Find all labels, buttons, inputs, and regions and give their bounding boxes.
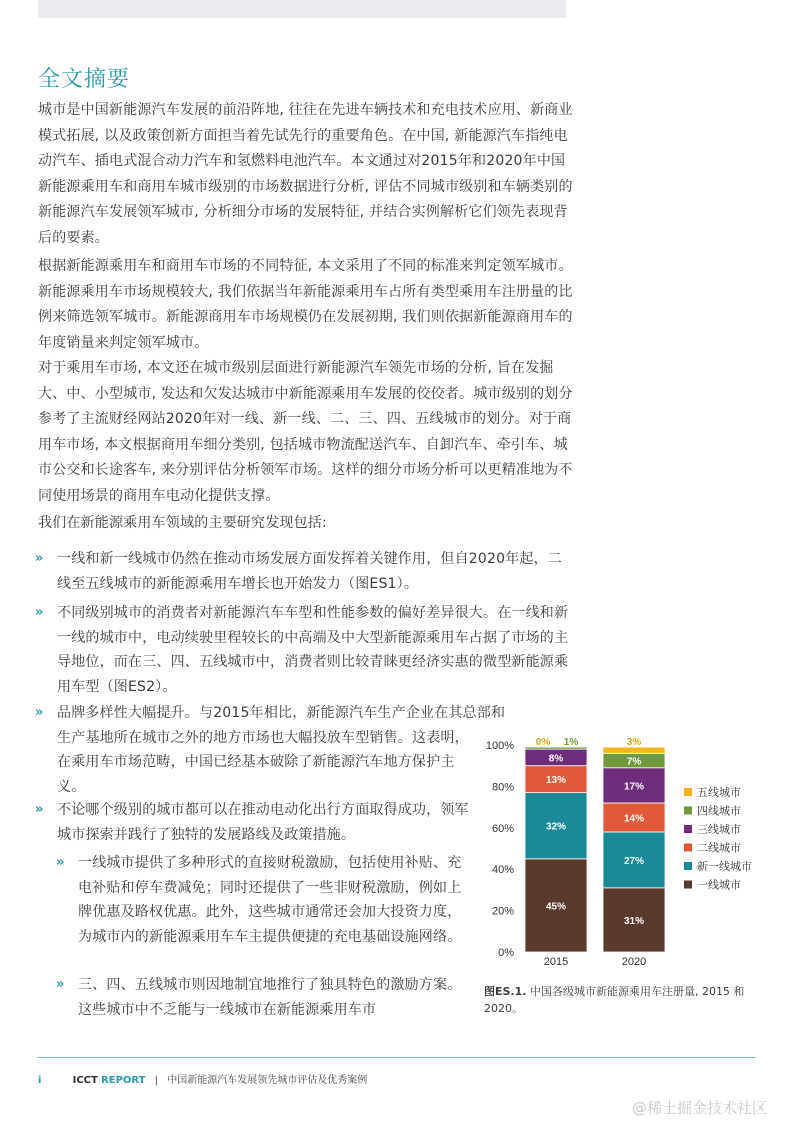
- bullet-marker: »: [56, 855, 65, 870]
- bullet-marker: »: [35, 551, 44, 566]
- watermark: @稀土掘金技术社区: [632, 1099, 768, 1117]
- legend-label: 一线城市: [697, 878, 741, 892]
- data-label: 45%: [545, 901, 567, 913]
- sub-bullet-text: 一线城市提供了多种形式的直接财税激励，包括使用补贴、充电补贴和停车费减免；同时还提供了一些非财税激励，例如上牌优惠及路权优惠。此外，这些城市通常还会加大投资力度，为城市内的新能源乘用车车主提供便捷的充电基础设施网络。: [78, 855, 462, 945]
- data-label: 31%: [623, 915, 645, 927]
- figure-caption-text: 中国各级城市新能源乘用车注册量, 2015 和2020。: [484, 985, 745, 1015]
- legend-swatch: [684, 844, 692, 852]
- y-tick-label: 40%: [491, 864, 514, 877]
- finding-bullet-4: [35, 798, 469, 847]
- data-label: 8%: [548, 753, 564, 765]
- y-tick-label: 80%: [491, 781, 514, 794]
- bullet-marker: »: [35, 605, 44, 620]
- stacked-bar-chart: [478, 730, 778, 975]
- x-tick-label: 2020: [621, 956, 647, 968]
- finding-text: 不论哪个级别的城市都可以在推动电动化出行方面取得成功，领军城市探索并践行了独特的发展路线及政策措施。: [57, 802, 469, 843]
- section-heading: 全文摘要: [38, 67, 131, 92]
- legend-swatch: [684, 881, 692, 889]
- finding-text: 不同级别城市的消费者对新能源汽车车型和性能参数的偏好差异很大。在一线和新一线的城市中，电动续驶里程较长的中高端及中大型新能源乘用车占据了市场的主导地位，而在三、四、五线城市中，消费者则比较青睐更经济实惠的微型新能源乘用车型（图ES2）。: [57, 605, 569, 695]
- finding-text: 一线和新一线城市仍然在推动市场发展方面发挥着关键作用，但自2020年起，二线至五线城市的新能源乘用车增长也开始发力（图ES1）。: [57, 551, 563, 592]
- legend-label: 三线城市: [697, 823, 741, 836]
- data-label: 0%: [535, 737, 551, 748]
- chart-es1: [478, 730, 778, 975]
- footer-rule: [38, 1057, 755, 1058]
- figure-caption: [484, 983, 754, 1017]
- bullet-marker: »: [35, 705, 44, 720]
- paragraph-criteria: 根据新能源乘用车和商用车市场的不同特征, 本文采用了不同的标准来判定领军城市。新能源乘用车市场规模较大, 我们依据当年新能源乘用车占所有类型乘用车注册量的比例来筛选领军城市。新能源商用车市场规模仍在发展初期, 我们则依据新能源商用车的年度销量来判定领军城市。: [38, 258, 573, 351]
- data-label: 27%: [623, 855, 645, 867]
- data-label: 17%: [623, 781, 645, 793]
- data-label: 13%: [545, 775, 567, 787]
- data-label: 14%: [623, 813, 645, 825]
- legend-label: 五线城市: [697, 786, 741, 799]
- bar-segment: [603, 747, 665, 753]
- header-bar: [38, 0, 566, 18]
- sub-bullet-2: [56, 973, 470, 1022]
- legend-swatch: [684, 788, 692, 796]
- legend-swatch: [684, 862, 692, 870]
- finding-bullet-2: [35, 601, 571, 699]
- legend-label: 新一线城市: [697, 860, 752, 873]
- y-tick-label: 0%: [498, 947, 514, 959]
- footer-brand: ICCT: [72, 1075, 98, 1086]
- bullet-marker: »: [35, 802, 44, 817]
- data-label: 32%: [545, 821, 567, 833]
- sub-bullet-text: 三、四、五线城市则因地制宜地推行了独具特色的激励方案。这些城市中不乏能与一线城市在新能源乘用车市: [78, 977, 462, 1018]
- finding-bullet-1: [35, 547, 571, 596]
- footer-title: 中国新能源汽车发展领先城市评估及优秀案例: [167, 1075, 368, 1086]
- data-label: 7%: [626, 756, 642, 768]
- footer-brand-report: REPORT: [101, 1075, 146, 1086]
- legend-swatch: [684, 825, 692, 833]
- sub-bullet-1: [56, 851, 470, 949]
- x-tick-label: 2015: [543, 956, 569, 968]
- page-footer: [38, 1071, 367, 1086]
- legend-swatch: [684, 807, 692, 815]
- finding-text-rest: 生产基地所在城市之外的地方市场也大幅投放车型销售。这表明，在乘用车市场范畴，中国已经基本破除了新能源汽车地方保护主义。: [57, 729, 469, 795]
- paragraph-findings-intro: 我们在新能源乘用车领域的主要研究发现包括:: [38, 515, 327, 531]
- legend-label: 二线城市: [697, 841, 741, 855]
- legend-label: 四线城市: [697, 804, 741, 818]
- figure-label: 图ES.1.: [484, 985, 527, 998]
- paragraph-intro: 城市是中国新能源汽车发展的前沿阵地, 往往在先进车辆技术和充电技术应用、新商业模式拓展, 以及政策创新方面担当着先试先行的重要角色。在中国, 新能源汽车指纯电动汽车、插电式混合动力汽车和氢燃料电池汽车。本文通过对2015年和2020年中国新能源乘用车和商用车城市级别的市场数据进行分析, 评估不同城市级别和车辆类别的新能源汽车发展领军城市, 分析细分市场的发展特征, 并结合实例解析它们领先表现背后的要素。: [38, 102, 573, 246]
- page-number: i: [38, 1075, 42, 1086]
- bullet-marker: »: [56, 977, 65, 992]
- paragraph-city-tiers: 对于乘用车市场, 本文还在城市级别层面进行新能源汽车领先市场的分析, 旨在发掘大、中、小型城市, 发达和欠发达城市中新能源乘用车发展的佼佼者。城市级别的划分参考了主流财经网站2020年对一线、新一线、二、三、四、五线城市的划分。对于商用车市场, 本文根据商用车细分类别, 包括城市物流配送汽车、自卸汽车、牵引车、城市公交和长途客车, 来分别评估分析领军市场。这样的细分市场分析可以更精准地为不同使用场景的商用车电动化提供支撑。: [38, 360, 573, 504]
- finding-text-line1: 品牌多样性大幅提升。与2015年相比，新能源汽车生产企业在其总部和: [57, 705, 506, 721]
- y-tick-label: 20%: [491, 905, 514, 918]
- data-label: 1%: [563, 737, 579, 748]
- y-tick-label: 100%: [485, 740, 514, 752]
- footer-separator: |: [154, 1075, 159, 1086]
- y-tick-label: 60%: [491, 822, 514, 835]
- data-label: 3%: [626, 737, 642, 748]
